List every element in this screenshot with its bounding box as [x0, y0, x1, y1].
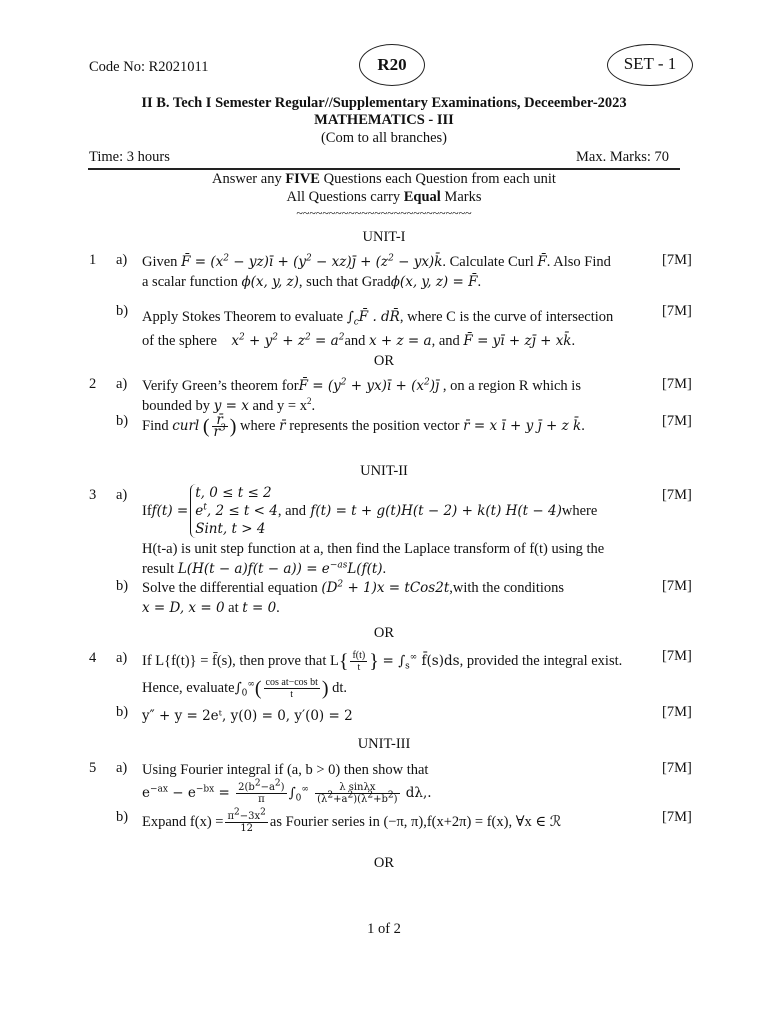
question-5b: Expand f(x) = $\frac{\pi^2-3x^2}{12}$ as Fourier series in (−π, π),f(x+2π) = f(x), ∀x ∈ ℛ [142, 807, 562, 834]
exam-title: II B. Tech I Semester Regular//Supplementary Examinations, Deceember-2023 [141, 95, 627, 111]
marks: [7M] [662, 578, 692, 594]
marks: [7M] [662, 413, 692, 429]
regulation-badge: R20 [359, 44, 425, 86]
part-label: a) [116, 487, 128, 503]
part-label: b) [116, 809, 129, 825]
part-label: a) [116, 252, 128, 268]
separator: ~~~~~~~~~~~~~~~~~~~~~~~~~~~ [296, 206, 472, 220]
question-5a: Using Fourier integral if (a, b > 0) then show that $e^{-ax} - e^{-bx}$ = $\frac{2(b^2-a^2)}{\pi}$ $\int_0^\infty$ $\frac{\text{λ sinλx}}{(\lambda^2+a^2)(\lambda^2+b^2)}$ dλ,. [142, 762, 432, 805]
marks: [7M] [662, 760, 692, 776]
marks: [7M] [662, 376, 692, 392]
marks: [7M] [662, 252, 692, 268]
unit-1-heading: UNIT-I [362, 229, 406, 245]
marks: [7M] [662, 303, 692, 319]
or-divider: OR [373, 855, 395, 871]
max-marks-label: Max. Marks: 70 [576, 149, 670, 165]
question-1a: Given F̄ = ($x^2$ − yz)ī + ($y^2$ − xz)j̄ + ($z^2$ − yx)k̄. Calculate Curl F̄. Also Find a scalar function ϕ(x, y, z), such that Gradϕ(x, y, z) = F̄. [142, 253, 611, 290]
unit-3-heading: UNIT-III [357, 736, 411, 752]
part-label: a) [116, 650, 128, 666]
or-divider: OR [373, 353, 395, 369]
or-divider: OR [373, 625, 395, 641]
page-number: 1 of 2 [367, 921, 401, 937]
question-4a: If L{f(t)} = f̄(s), then prove that L{ $\frac{f(t)}{t}$ } = $\int_s^\infty$ f̄(s)ds, provided the integral exist. Hence, $evaluate\int_0^\infty$( $\frac{\text{cos at−cos bt}}{t}$ ) dt. [142, 650, 623, 700]
code-number: Code No: R2021011 [89, 59, 209, 75]
marks: [7M] [662, 704, 692, 720]
question-3b: Solve the differential equation $(D^2 + 1)x$ = tCos2t,with the conditions x = D, x = 0 at t = 0. [142, 579, 565, 616]
question-number: 3 [89, 487, 97, 503]
part-label: a) [116, 376, 128, 392]
question-2a: Verify Green’s theorem forF̄ = ($y^2$ + yx)ī + $(x^2)j̄$ , on a region R which is bounded by y = x and $y = x^2$. [142, 377, 581, 414]
part-label: b) [116, 578, 129, 594]
question-number: 4 [89, 650, 97, 666]
part-label: b) [116, 413, 129, 429]
marks: [7M] [662, 809, 692, 825]
part-label: a) [116, 760, 128, 776]
question-number: 5 [89, 760, 97, 776]
marks: [7M] [662, 487, 692, 503]
instruction-line-2: All Questions carry Equal Marks [286, 189, 482, 205]
part-label: b) [116, 303, 129, 319]
marks: [7M] [662, 648, 692, 664]
question-number: 2 [89, 376, 97, 392]
question-4b: y″ + y = 2eᵗ, y(0) = 0, y′(0) = 2 [142, 708, 353, 724]
instruction-line-1: Answer any FIVE Questions each Question from each unit [212, 171, 556, 187]
question-number: 1 [89, 252, 97, 268]
question-1b: Apply Stokes Theorem to evaluate $\int_cF̄$ . dR̄, where C is the curve of intersection of the sphere $x^2 + y^2 + z^2 = a^2and$ x + z = a, and F̄ = yī + zj̄ + xk̄. [142, 309, 614, 349]
subject-title: MATHEMATICS - III [314, 112, 454, 128]
part-label: b) [116, 704, 129, 720]
header-rule [88, 168, 680, 170]
question-2b: Find curl ( $\frac{r̄}{r^3}$ ) where r̄ represents the position vector r̄ = x ī + y j̄ + z k̄. [142, 412, 585, 441]
time-label: Time: 3 hours [89, 149, 170, 165]
branches: (Com to all branches) [320, 130, 448, 146]
question-3a-body: H(t-a) is unit step function at a, then find the Laplace transform of f(t) using the result $L(H(t - a)f(t - a)) = e^{-as}L(f(t)$. [142, 541, 605, 577]
set-badge: SET - 1 [607, 44, 693, 86]
unit-2-heading: UNIT-II [360, 463, 408, 479]
question-3a-piecewise: If f(t) = t, 0 ≤ t ≤ 2 $e^t$, 2 ≤ t < 4 Sint, t > 4 , and f(t) = t + g(t)H(t − 2) + k(t) H(t − 4) where [142, 485, 598, 537]
